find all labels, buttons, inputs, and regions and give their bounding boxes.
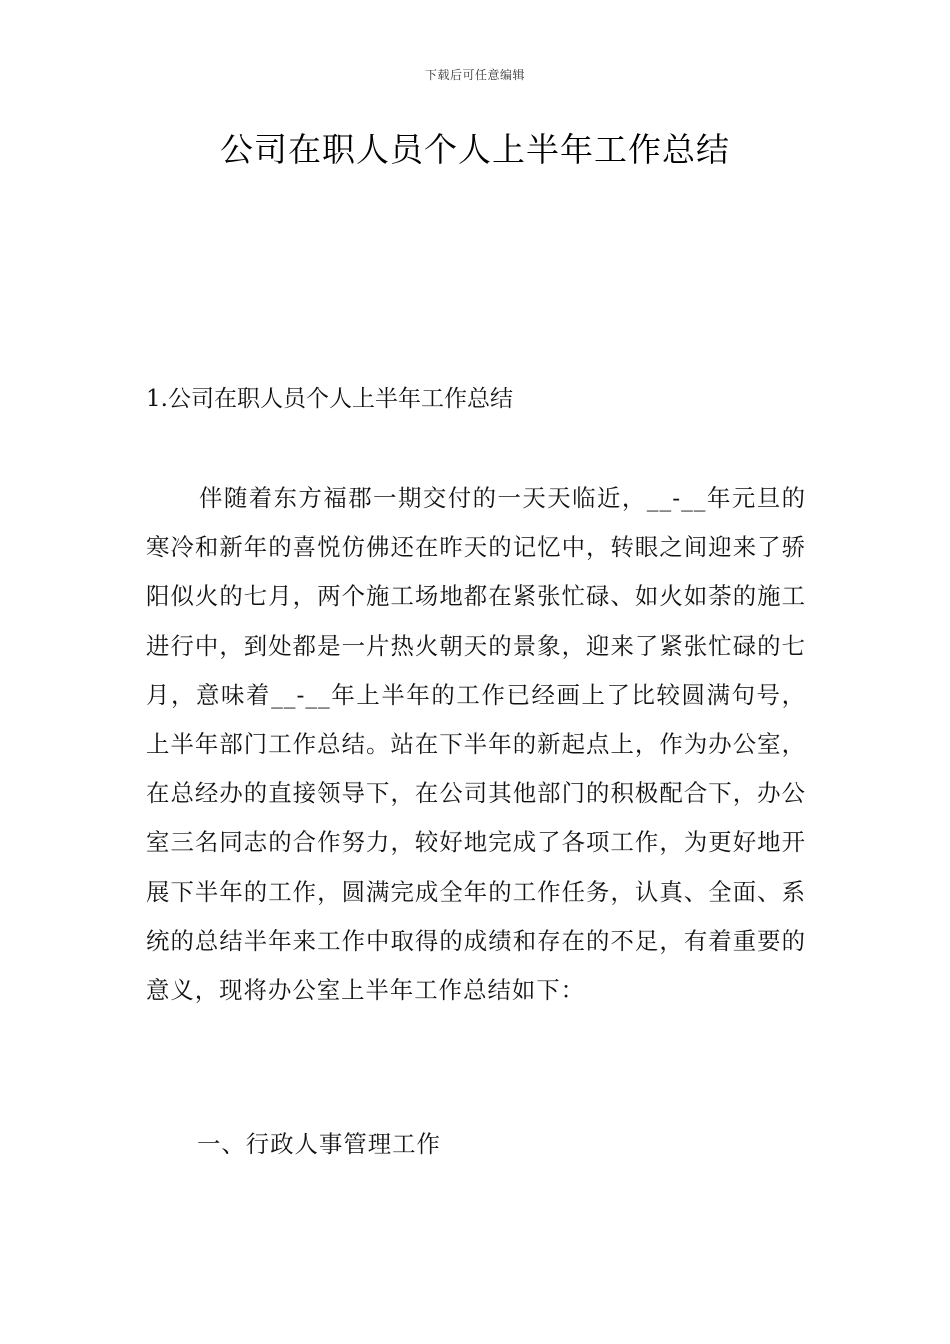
page-header-note: 下载后可任意编辑 <box>424 68 525 82</box>
body-paragraph: 伴随着东方福郡一期交付的一天天临近，__-__年元旦的寒冷和新年的喜悦仿佛还在昨天的记忆中，转眼之间迎来了骄阳似火的七月，两个施工场地都在紧张忙碌、如火如荼的施工进行中，到处都是一片热火朝天的景象，迎来了紧张忙碌的七月，意味着__-__年上半年的工作已经画上了比较圆满句号，上半年部门工作总结。站在下半年的新起点上，作为办公室，在总经办的直接领导下，在公司其他部门的积极配合下，办公室三名同志的合作努力，较好地完成了各项工作，为更好地开展下半年的工作，圆满完成全年的工作任务，认真、全面、系统的总结半年来工作中取得的成绩和存在的不足，有着重要的意义，现将办公室上半年工作总结如下： <box>146 484 806 1005</box>
document-title: 公司在职人员个人上半年工作总结 <box>220 130 730 169</box>
subsection-heading: 一、行政人事管理工作 <box>197 1130 441 1158</box>
section-heading: 1.公司在职人员个人上半年工作总结 <box>146 386 513 412</box>
